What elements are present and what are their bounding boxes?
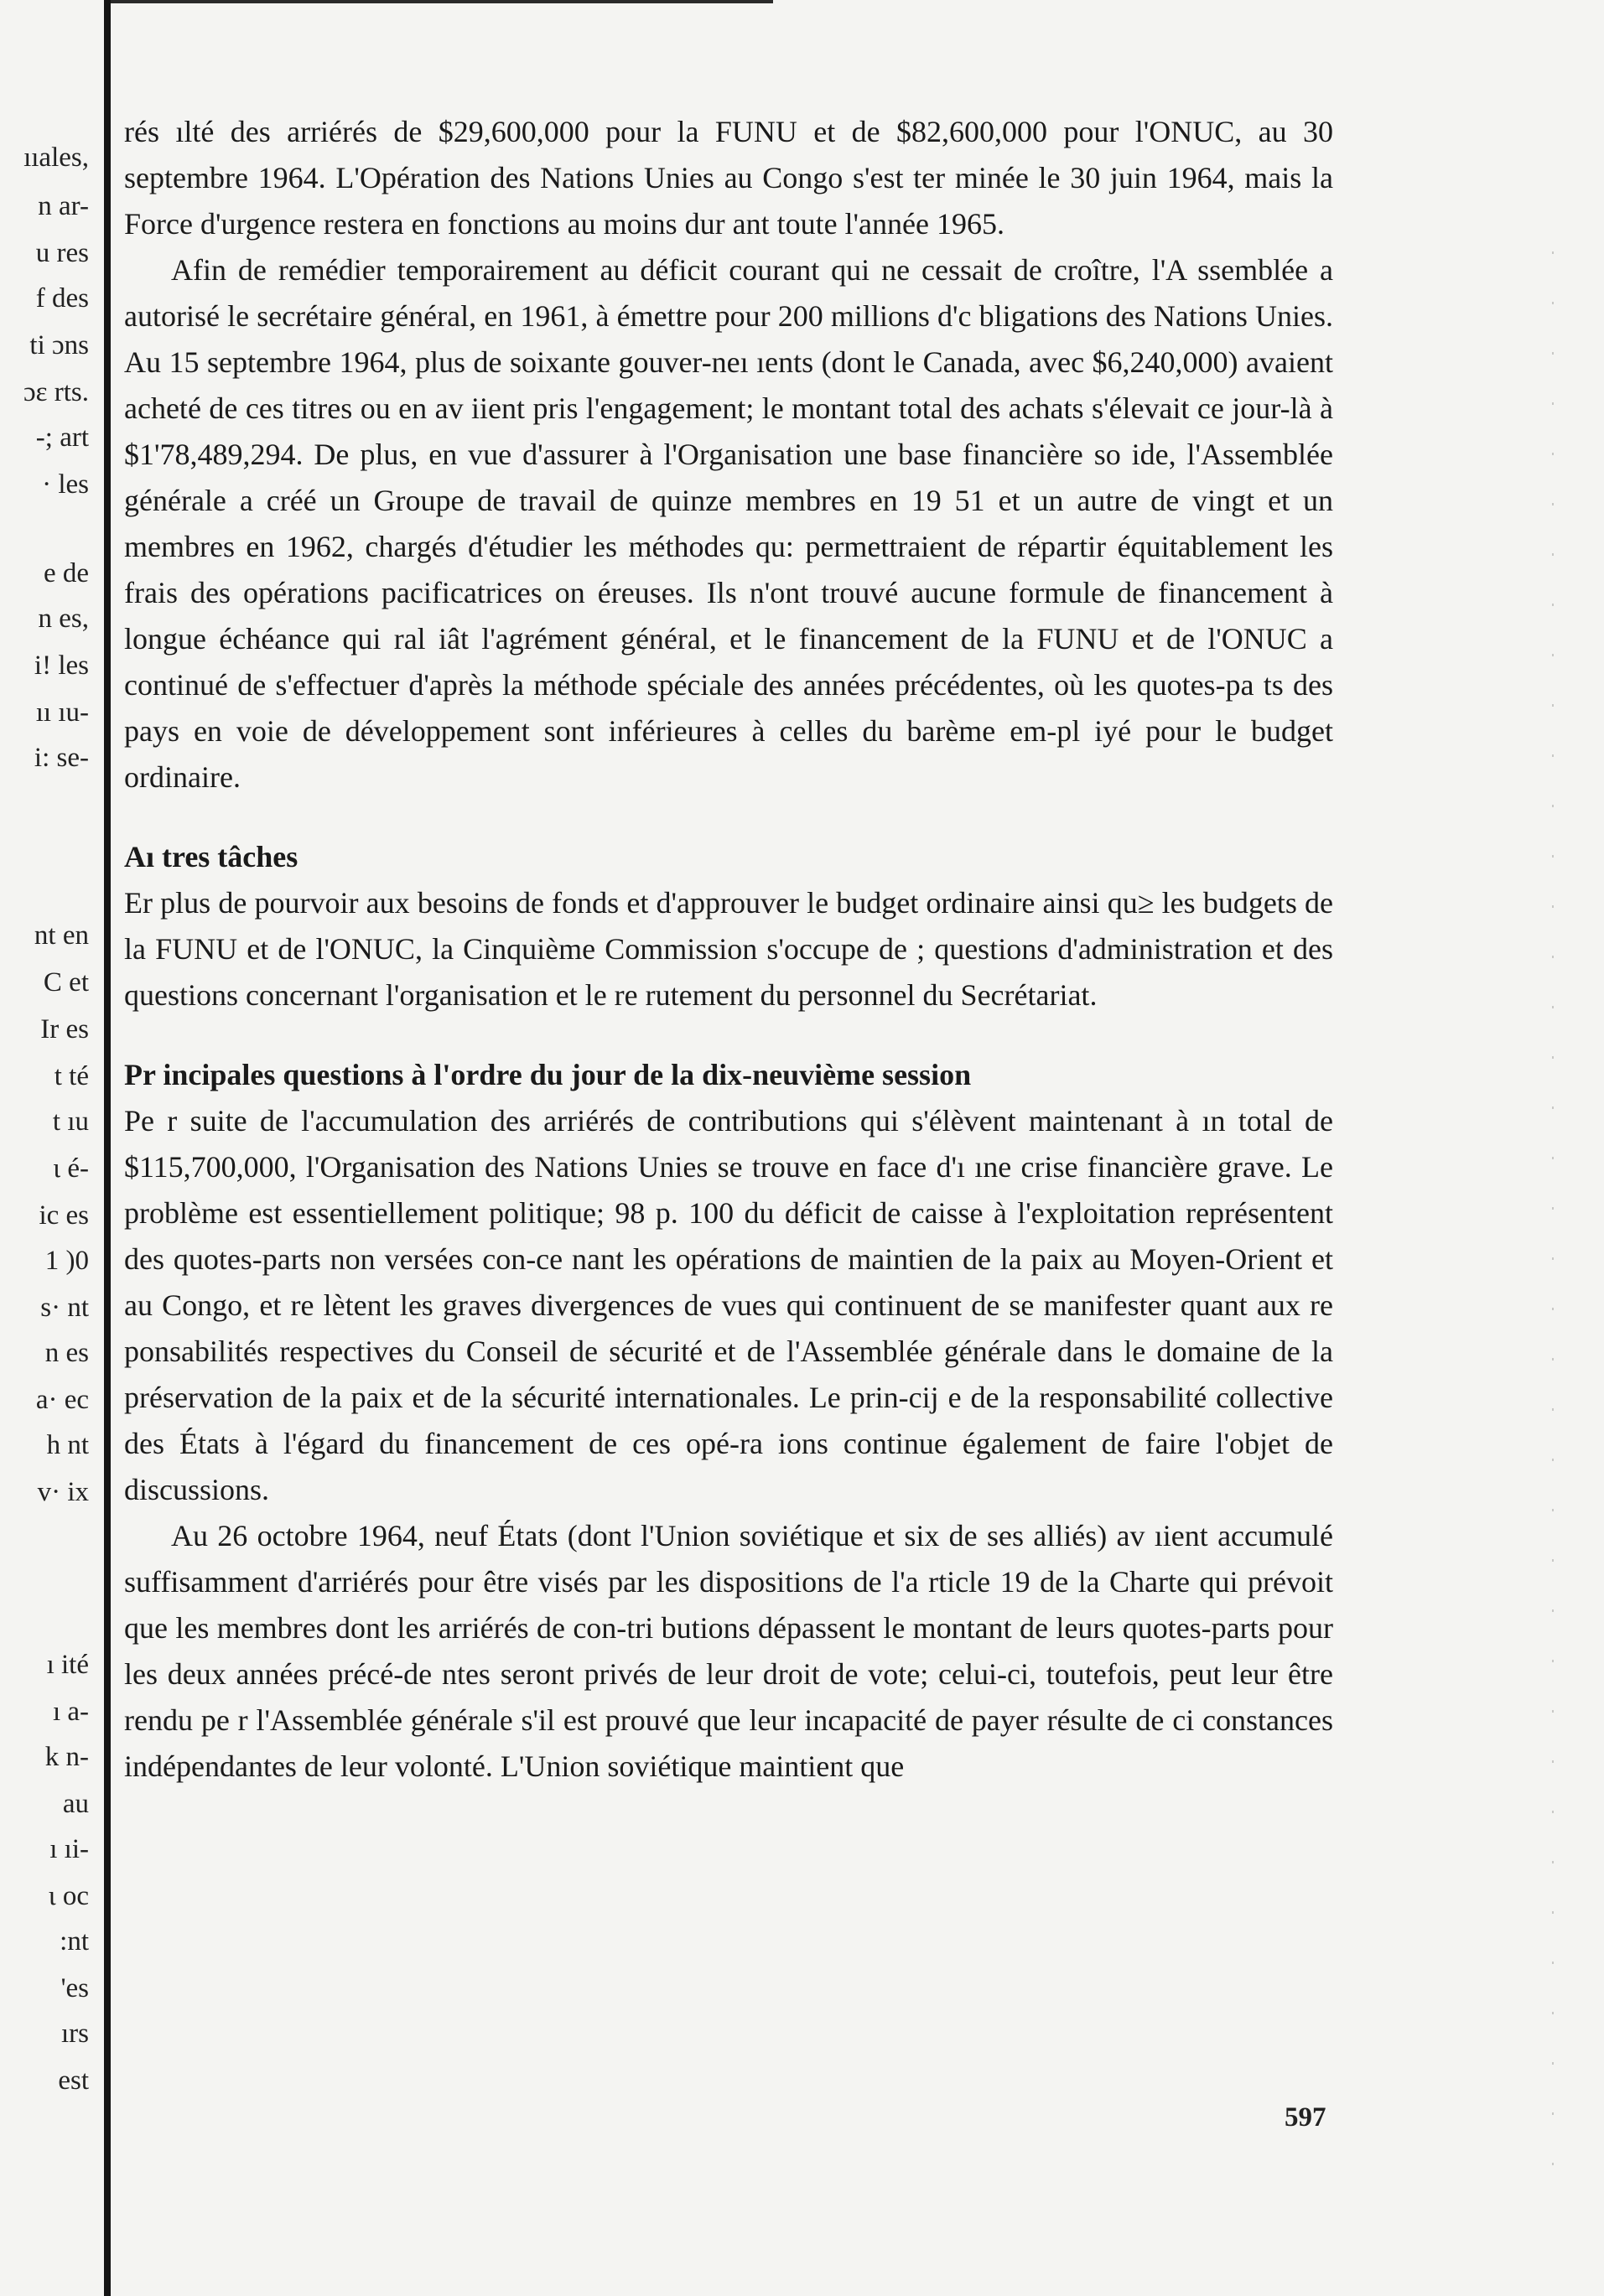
left-margin-fragment: ti ɔns xyxy=(29,330,89,360)
left-margin-fragment: ıı ıu- xyxy=(35,697,89,728)
left-margin-fragment: 'es xyxy=(60,1973,89,2003)
left-margin-fragment: n ar- xyxy=(38,191,89,221)
binding-line xyxy=(104,0,111,2296)
left-margin-fragment: n es xyxy=(44,1338,89,1368)
left-margin-fragment: est xyxy=(58,2065,89,2096)
left-margin-fragment: ɔɛ rts. xyxy=(23,377,89,407)
left-margin-fragment: Ir es xyxy=(40,1014,89,1044)
left-margin-fragment: e de xyxy=(43,558,89,588)
left-margin-fragment: a· ec xyxy=(35,1385,89,1415)
heading-principales-questions: Pr incipales questions à l'ordre du jour de la dix-neuvième session xyxy=(124,1058,972,1091)
left-margin-fragment: ι oc xyxy=(48,1881,89,1911)
left-page-fragment xyxy=(0,0,104,2296)
left-margin-fragment: i! les xyxy=(34,650,89,681)
left-margin-fragment: s· nt xyxy=(40,1293,89,1323)
paragraph-bonds: Afin de remédier temporairement au déficit courant qui ne cessait de croître, l'A ssemblée a autorisé le secrétaire général, en 1961, à émettre pour 200 millions d'c bligations des Nations Unies. Au 15 septembre 1964, plus de soixante gouver-neı ıents (dont le Canada, avec $6,240,000) avaient acheté de ces titres ou en av iient pris l'engagement; le montant total des achats s'élevait ce jour-là à $1'78,489,294. De plus, en vue d'assurer à l'Organisation une base financière so ide, l'Assemblée générale a créé un Groupe de travail de quinze membres en 19 51 et un autre de vingt et un membres en 1962, chargés d'étudier les méthodes qu: permettraient de répartir équitablement les frais des opérations pacificatrices on éreuses. Ils n'ont trouvé aucune formule de financement à longue échéance qui ral iât l'agrément général, et le financement de la FUNU et de l'ONUC a continué de s'effectuer d'après la méthode spéciale des années précédentes, où les quotes-pa ts des pays en voie de développement sont inférieures à celles du barème em-pl iyé pour le budget ordinaire. xyxy=(124,253,1333,794)
paragraph-autres-taches: Er plus de pourvoir aux besoins de fonds et d'approuver le budget ordinaire ainsi qu≥ les budgets de la FUNU et de l'ONUC, la Cinquième Commission s'occupe de ; questions d'administration et des questions concernant l'organisation et le re rutement du personnel du Secrétariat. xyxy=(124,886,1333,1012)
left-margin-fragment: h nt xyxy=(46,1430,89,1460)
left-margin-fragment: nt en xyxy=(34,920,89,951)
left-margin-fragment: t té xyxy=(54,1061,89,1091)
left-margin-fragment: i: se- xyxy=(34,743,89,773)
left-margin-fragment: au xyxy=(62,1789,89,1819)
left-margin-fragment: ı a- xyxy=(52,1697,89,1727)
left-margin-fragment: · les xyxy=(42,469,89,500)
left-margin-fragment: C et xyxy=(43,967,89,998)
left-margin-fragment: ı ité xyxy=(46,1650,89,1680)
left-margin-fragment: t ıu xyxy=(52,1107,89,1137)
page-number: 597 xyxy=(1285,2102,1326,2133)
left-margin-fragment: ırs xyxy=(61,2019,89,2049)
top-rule xyxy=(111,0,773,3)
left-margin-fragment: :nt xyxy=(60,1926,89,1957)
left-margin-fragment: f des xyxy=(35,283,89,314)
left-margin-fragment: ι é- xyxy=(53,1153,89,1184)
left-margin-fragment: 1 )0 xyxy=(44,1246,89,1276)
heading-autres-taches: Aı tres tâches xyxy=(124,840,298,873)
paragraph-article-19: Au 26 octobre 1964, neuf États (dont l'Union soviétique et six de ses alliés) av ıient accumulé suffisamment d'arriérés pour être visés par les dispositions de l'a rticle 19 de la Charte qui prévoit que les membres dont les arriérés de con-tri butions dépassent le montant de leurs quotes-parts pour les deux années précé-de ntes seront privés de leur droit de vote; celui-ci, toutefois, peut leur être rendu pe r l'Assemblée générale s'il est prouvé que leur incapacité de payer résulte de ci constances indépendantes de leur volonté. L'Union soviétique maintient que xyxy=(124,1519,1333,1783)
left-margin-fragment: ic es xyxy=(39,1200,89,1231)
page-body xyxy=(124,109,1333,1790)
scan-dust xyxy=(1552,251,1554,2179)
left-margin-fragment: k n- xyxy=(44,1742,89,1772)
paragraph-arrears: rés ılté des arriérés de $29,600,000 pour la FUNU et de $82,600,000 pour l'ONUC, au 30 septembre 1964. L'Opération des Nations Unies au Congo s'est ter minée le 30 juin 1964, mais la Force d'urgence restera en fonctions au moins dur ant toute l'année 1965. xyxy=(124,115,1333,241)
left-margin-fragment: u res xyxy=(35,238,89,268)
left-margin-fragment: ııales, xyxy=(23,143,89,173)
paragraph-financial-crisis: Pe r suite de l'accumulation des arriérés de contributions qui s'élèvent maintenant à ın total de $115,700,000, l'Organisation des Nations Unies se trouve en face d'ı ıne crise financière grave. Le problème est essentiellement politique; 98 p. 100 du déficit de caisse à l'exploitation représentent des quotes-parts non versées con-ce nant les opérations de maintien de la paix au Moyen-Orient et au Congo, et re lètent les graves divergences de vues qui continuent de se manifester quant aux re ponsabilités respectives du Conseil de sécurité et de l'Assemblée générale dans le domaine de la préservation de la paix et de la sécurité internationales. Le prin-cij e de la responsabilité collective des États à l'égard du financement de ces opé-ra ions continue également de faire l'objet de discussions. xyxy=(124,1104,1333,1506)
left-margin-fragment: v· ix xyxy=(37,1477,89,1507)
left-margin-fragment: n es, xyxy=(38,604,89,634)
left-margin-fragment: -; art xyxy=(35,422,89,453)
left-margin-fragment: ı ıi- xyxy=(49,1834,89,1864)
